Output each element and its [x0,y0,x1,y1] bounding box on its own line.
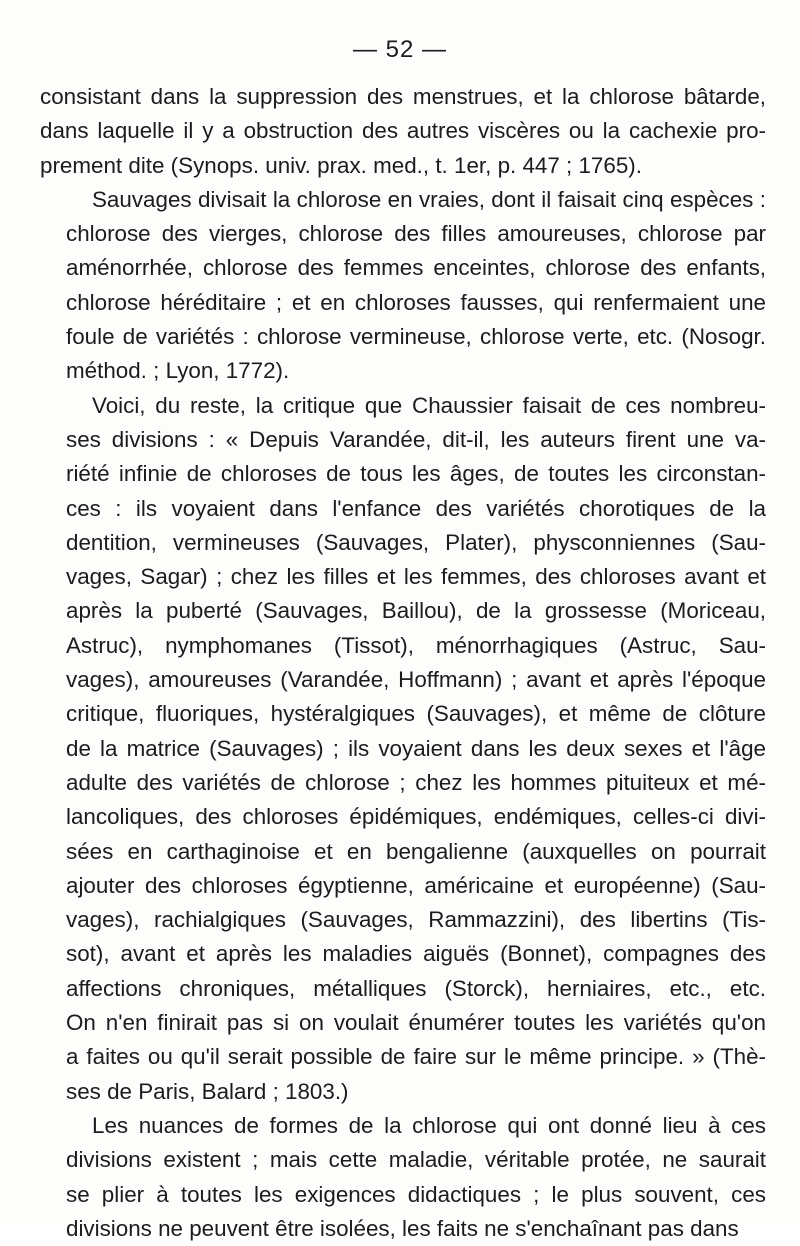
text-line: Sauvages divisait la chlorose en vraies, dont il faisait cinq espèces : [92,186,766,212]
text-line: méthod. ; Lyon, 1772). [66,358,290,384]
text-line: chlorose héréditaire ; et en chloroses fausses, qui renfermaient une [66,289,766,315]
text-line: sot), avant et après les maladies aiguës (Bonnet), compagnes des [66,941,766,967]
text-line: vages), rachialgiques (Sauvages, Rammazzini), des libertins (Tis- [66,907,766,933]
text-line: ses divisions : « Depuis Varandée, dit-il, les auteurs firent une va- [66,426,766,452]
body-text [40,80,766,1246]
text-line: Astruc), nymphomanes (Tissot), ménorrhagiques (Astruc, Sau- [66,632,766,658]
text-line: vages, Sagar) ; chez les filles et les femmes, des chloroses avant et [66,564,766,590]
text-line: de la matrice (Sauvages) ; ils voyaient dans les deux sexes et l'âge [66,735,766,761]
text-line: se plier à toutes les exigences didactiques ; le plus souvent, ces [66,1181,766,1207]
paragraph [40,389,766,1109]
text-line: vages), amoureuses (Varandée, Hoffmann) ; avant et après l'époque [66,667,766,693]
text-line: après la puberté (Sauvages, Baillou), de la grossesse (Moriceau, [66,598,766,624]
paragraph [40,80,766,183]
text-line: Les nuances de formes de la chlorose qui ont donné lieu à ces [92,1112,766,1138]
text-line: ses de Paris, Balard ; 1803.) [66,1078,349,1104]
text-line: a faites ou qu'il serait possible de faire sur le même principe. » (Thè- [66,1044,766,1070]
text-line: riété infinie de chloroses de tous les âges, de toutes les circonstan- [66,461,766,487]
text-line: dentition, vermineuses (Sauvages, Plater), physconniennes (Sau- [66,529,766,555]
text-line: affections chroniques, métalliques (Storck), herniaires, etc., etc. [66,975,766,1001]
text-line: dans laquelle il y a obstruction des autres viscères ou la cachexie pro- [40,118,766,144]
text-line: divisions ne peuvent être isolées, les faits ne s'enchaînant pas dans [66,1215,739,1241]
text-line: adulte des variétés de chlorose ; chez les hommes pituiteux et mé- [66,769,766,795]
page-number: — 52 — [352,36,448,63]
text-line: sées en carthaginoise et en bengalienne (auxquelles on pourrait [66,838,766,864]
text-line: lancoliques, des chloroses épidémiques, endémiques, celles-ci divi- [66,804,766,830]
paragraph [40,1109,766,1246]
text-line: chlorose des vierges, chlorose des filles amoureuses, chlorose par [66,221,766,247]
text-line: ces : ils voyaient dans l'enfance des variétés chorotiques de la [66,495,766,521]
text-line: aménorrhée, chlorose des femmes enceintes, chlorose des enfants, [66,255,766,281]
paragraph [40,183,766,389]
text-line: critique, fluoriques, hystéralgiques (Sauvages), et même de clôture [66,701,766,727]
text-line: divisions existent ; mais cette maladie, véritable protée, ne saurait [66,1147,766,1173]
text-line: On n'en finirait pas si on voulait énumérer toutes les variétés qu'on [66,1010,766,1036]
text-line: prement dite (Synops. univ. prax. med., t. 1er, p. 447 ; 1765). [40,152,642,178]
text-line: foule de variétés : chlorose vermineuse, chlorose verte, etc. (Nosogr. [66,324,766,350]
text-line: ajouter des chloroses égyptienne, américaine et européenne) (Sau- [66,872,766,898]
text-line: consistant dans la suppression des menstrues, et la chlorose bâtarde, [40,84,766,109]
text-line: Voici, du reste, la critique que Chaussier faisait de ces nombreu- [92,392,766,418]
